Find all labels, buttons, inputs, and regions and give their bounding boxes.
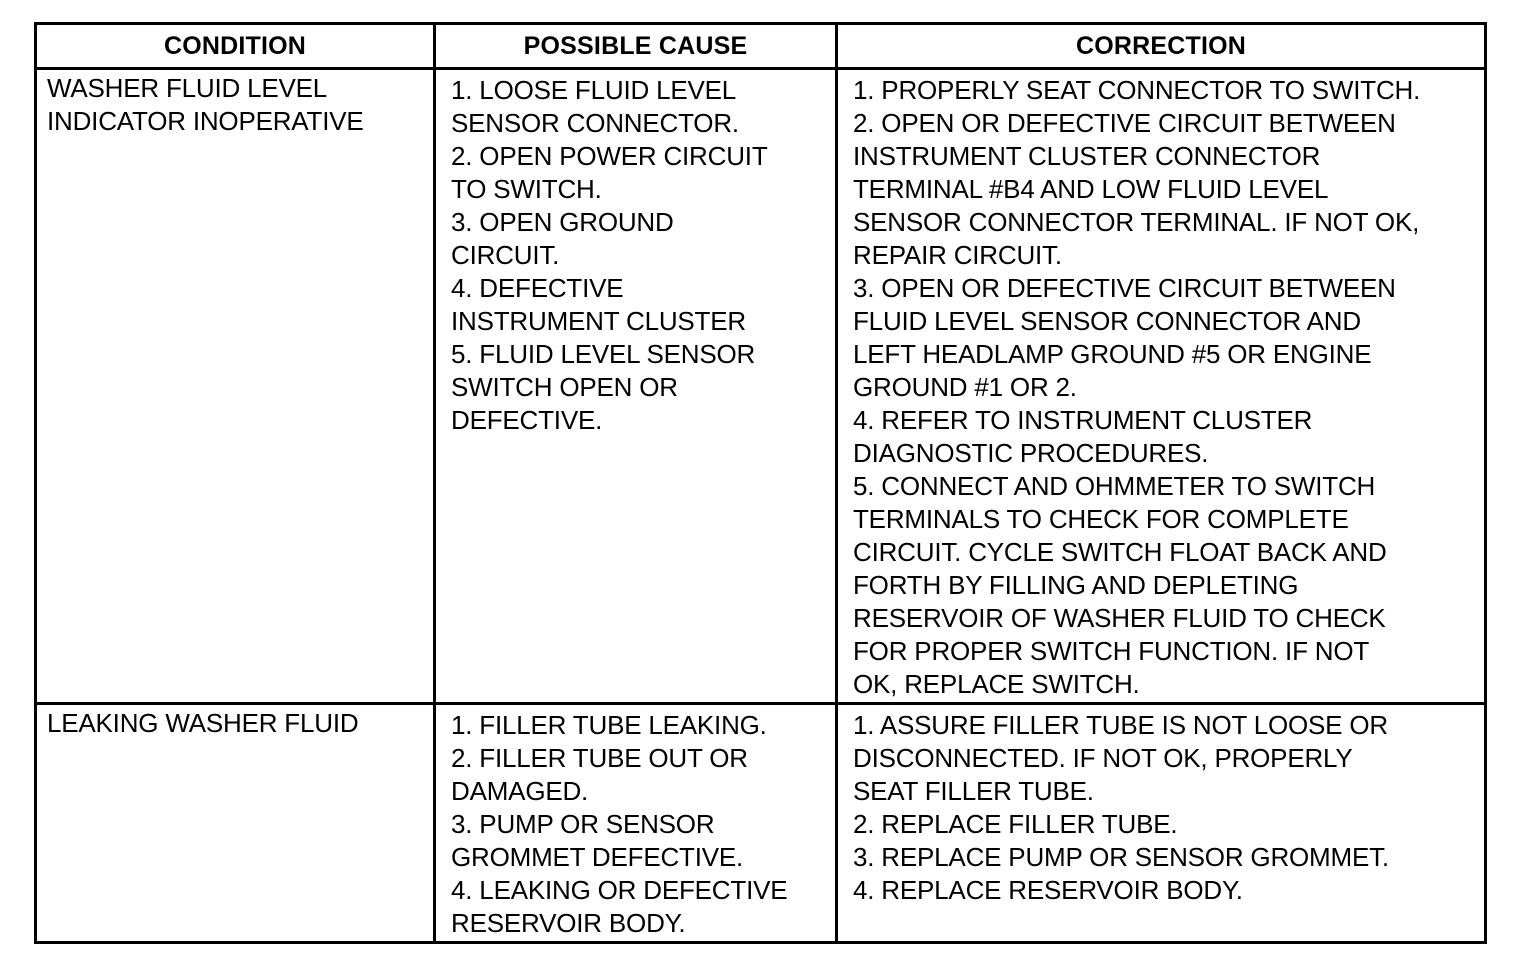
text-line: INSTRUMENT CLUSTER CONNECTOR <box>853 141 1321 171</box>
correction-cell <box>837 69 1486 704</box>
text-line: 4. LEAKING OR DEFECTIVE <box>451 875 788 905</box>
text-line: 4. DEFECTIVE <box>451 273 624 303</box>
possible-cause-text <box>436 70 835 437</box>
table-row <box>36 704 1486 943</box>
text-line: 1. ASSURE FILLER TUBE IS NOT LOOSE OR <box>853 710 1388 740</box>
correction-text <box>838 705 1484 907</box>
text-line: SENSOR CONNECTOR TERMINAL. IF NOT OK, <box>853 207 1420 237</box>
possible-cause-text <box>436 705 835 940</box>
text-line: 5. CONNECT AND OHMMETER TO SWITCH <box>853 471 1376 501</box>
text-line: TERMINALS TO CHECK FOR COMPLETE <box>853 504 1349 534</box>
text-line: SWITCH OPEN OR <box>451 372 678 402</box>
text-line: CIRCUIT. <box>451 240 560 270</box>
condition-cell <box>36 704 435 943</box>
text-line: 1. PROPERLY SEAT CONNECTOR TO SWITCH. <box>853 75 1421 105</box>
text-line: 3. OPEN OR DEFECTIVE CIRCUIT BETWEEN <box>853 273 1396 303</box>
header-correction: CORRECTION <box>837 24 1486 69</box>
text-line: TO SWITCH. <box>451 174 602 204</box>
text-line: 3. REPLACE PUMP OR SENSOR GROMMET. <box>853 842 1389 872</box>
text-line: DAMAGED. <box>451 776 589 806</box>
header-row <box>36 24 1486 69</box>
text-line: OK, REPLACE SWITCH. <box>853 669 1140 699</box>
text-line: 2. FILLER TUBE OUT OR <box>451 743 748 773</box>
text-line: GROMMET DEFECTIVE. <box>451 842 744 872</box>
text-line: 2. OPEN POWER CIRCUIT <box>451 141 768 171</box>
text-line: FLUID LEVEL SENSOR CONNECTOR AND <box>853 306 1361 336</box>
text-line: REPAIR CIRCUIT. <box>853 240 1062 270</box>
text-line: FOR PROPER SWITCH FUNCTION. IF NOT <box>853 636 1370 666</box>
possible-cause-cell <box>435 704 837 943</box>
possible-cause-cell <box>435 69 837 704</box>
text-line: WASHER FLUID LEVEL <box>47 73 328 103</box>
text-line: DIAGNOSTIC PROCEDURES. <box>853 438 1209 468</box>
text-line: 4. REPLACE RESERVOIR BODY. <box>853 875 1243 905</box>
text-line: 5. FLUID LEVEL SENSOR <box>451 339 756 369</box>
text-line: INSTRUMENT CLUSTER <box>451 306 746 336</box>
text-line: FORTH BY FILLING AND DEPLETING <box>853 570 1299 600</box>
diagnosis-table <box>34 22 1487 944</box>
condition-text <box>37 705 433 740</box>
text-line: 1. FILLER TUBE LEAKING. <box>451 710 767 740</box>
text-line: 2. REPLACE FILLER TUBE. <box>853 809 1178 839</box>
condition-text <box>37 70 433 138</box>
correction-text <box>838 70 1484 701</box>
text-line: INDICATOR INOPERATIVE <box>47 106 364 136</box>
text-line: 3. PUMP OR SENSOR <box>451 809 715 839</box>
text-line: LEAKING WASHER FLUID <box>47 708 359 738</box>
text-line: 3. OPEN GROUND <box>451 207 674 237</box>
text-line: DEFECTIVE. <box>451 405 603 435</box>
text-line: CIRCUIT. CYCLE SWITCH FLOAT BACK AND <box>853 537 1387 567</box>
text-line: SEAT FILLER TUBE. <box>853 776 1094 806</box>
condition-cell <box>36 69 435 704</box>
text-line: RESERVOIR BODY. <box>451 908 686 938</box>
text-line: 4. REFER TO INSTRUMENT CLUSTER <box>853 405 1313 435</box>
text-line: 2. OPEN OR DEFECTIVE CIRCUIT BETWEEN <box>853 108 1396 138</box>
header-possible-cause: POSSIBLE CAUSE <box>435 24 837 69</box>
correction-cell <box>837 704 1486 943</box>
table-row <box>36 69 1486 704</box>
text-line: DISCONNECTED. IF NOT OK, PROPERLY <box>853 743 1353 773</box>
text-line: GROUND #1 OR 2. <box>853 372 1077 402</box>
text-line: LEFT HEADLAMP GROUND #5 OR ENGINE <box>853 339 1372 369</box>
header-condition: CONDITION <box>36 24 435 69</box>
text-line: 1. LOOSE FLUID LEVEL <box>451 75 737 105</box>
text-line: RESERVOIR OF WASHER FLUID TO CHECK <box>853 603 1386 633</box>
text-line: TERMINAL #B4 AND LOW FLUID LEVEL <box>853 174 1329 204</box>
text-line: SENSOR CONNECTOR. <box>451 108 739 138</box>
